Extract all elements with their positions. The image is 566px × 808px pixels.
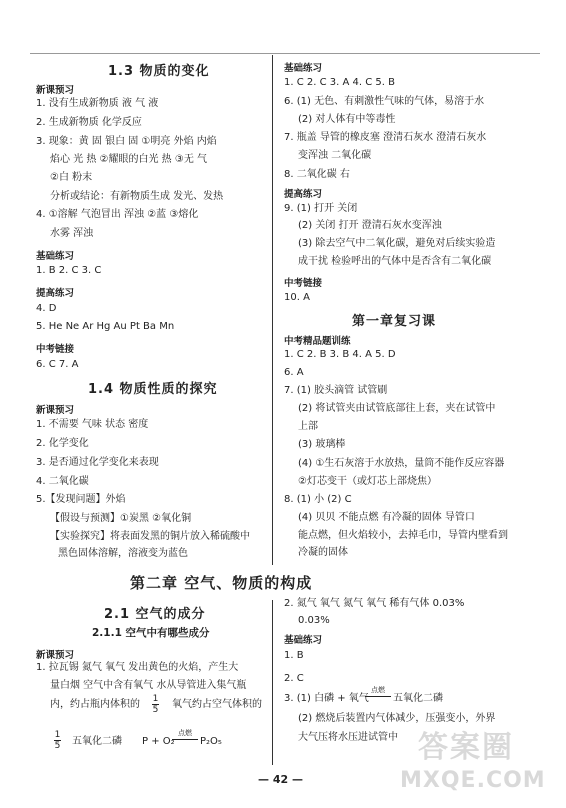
answer-line: 3. 是否通过化学变化来表现 (36, 457, 159, 468)
section-title-2-1: 2.1 空气的成分 (104, 607, 206, 622)
reaction-arrow: 点燃 (365, 685, 391, 697)
group-label: 基础练习 (36, 251, 75, 262)
answer-line: (2) 燃烧后装置内气体减少，压强变小，外界 (298, 713, 496, 724)
section-title-1-4: 1.4 物质性质的探究 (88, 382, 218, 397)
answer-line: 分析或结论：有新物质生成 发光、发热 (50, 191, 224, 202)
answer-line: (2) 关闭 打开 澄清石灰水变浑浊 (298, 220, 442, 231)
chapter-title: 第二章 空气、物质的构成 (130, 574, 313, 592)
group-label: 中考链接 (36, 344, 75, 355)
group-label: 提高练习 (284, 189, 323, 200)
section-title-chapter1-review: 第一章复习课 (352, 314, 437, 329)
answer-line: 成干扰 检验呼出的气体中是否含有二氧化碳 (298, 256, 492, 267)
answer-line: 9. (1) 打开 关闭 (284, 203, 358, 214)
answer-line: 6. (1) 无色、有刺激性气味的气体，易溶于水 (284, 96, 485, 107)
fraction-one-fifth: 1 5 (54, 730, 61, 751)
group-label: 新课预习 (36, 650, 75, 661)
watermark-logo: 答案圈 (418, 730, 514, 765)
column-divider-bottom (272, 600, 273, 765)
answer-line: 【假设与预测】①炭黑 ②氧化铜 (50, 513, 192, 524)
fraction-one-fifth: 1 5 (152, 694, 159, 715)
answer-line: (2) 将试管夹由试管底部往上套，夹在试管中 (298, 403, 496, 414)
answer-line: 4. 二氧化碳 (36, 476, 89, 487)
answer-line: 7. (1) 胶头滴管 试管刷 (284, 385, 388, 396)
group-label: 中考精品题训练 (284, 336, 351, 347)
answer-line: 五氧化二磷 (72, 736, 122, 747)
answer-line: 10. A (284, 292, 310, 303)
answer-line: 氧气约占空气体积的 (172, 699, 262, 710)
answer-line: 内，约占瓶内体积的 (50, 699, 140, 710)
page-number: — 42 — (258, 773, 303, 786)
answer-line: 1. B (284, 650, 304, 661)
answer-line: 【实验探究】将表面发黑的铜片放入稀硫酸中 (50, 531, 250, 542)
answer-line: 2. C (284, 673, 304, 684)
answer-line: ②灯芯变干（或灯芯上部烧焦） (298, 476, 437, 487)
answer-line: 7. 瓶盖 导管的橡皮塞 澄清石灰水 澄清石灰水 (284, 132, 487, 143)
answer-line: 6. C 7. A (36, 359, 79, 370)
answer-line: (4) 贝贝 不能点燃 有冷凝的固体 导管口 (298, 512, 475, 523)
answer-line: 1. C 2. B 3. B 4. A 5. D (284, 349, 396, 360)
column-divider-top (272, 55, 273, 565)
answer-line: 能点燃，但火焰较小，去掉毛巾，导管内壁看到 (298, 530, 508, 541)
answer-line: 4. D (36, 303, 57, 314)
answer-line: 上部 (298, 421, 318, 432)
group-label: 基础练习 (284, 635, 323, 646)
answer-line: 5. He Ne Ar Hg Au Pt Ba Mn (36, 321, 175, 332)
group-label: 新课预习 (36, 405, 75, 416)
answer-line: (3) 玻璃棒 (298, 439, 346, 450)
answer-line: 0.03% (298, 615, 330, 626)
top-rule (30, 53, 540, 54)
answer-line: 黑色固体溶解，溶液变为蓝色 (58, 548, 188, 559)
answer-line: 2. 化学变化 (36, 438, 89, 449)
answer-line: 水雾 浑浊 (50, 228, 94, 239)
answer-line: 变浑浊 二氧化碳 (298, 150, 372, 161)
answer-line: 五氧化二磷 (393, 693, 443, 704)
equation-reactants: P + O₂ (142, 736, 175, 747)
group-label: 基础练习 (284, 63, 323, 74)
answer-line: 4. ①溶解 气泡冒出 浑浊 ②蓝 ③熔化 (36, 209, 199, 220)
answer-line: 3. 现象：黄 固 银白 固 ①明亮 外焰 内焰 (36, 136, 217, 147)
subsection-title: 2.1.1 空气中有哪些成分 (92, 627, 210, 639)
answer-line: 大气压将水压进试管中 (298, 732, 398, 743)
answer-line: (3) 除去空气中二氧化碳，避免对后续实验造 (298, 238, 496, 249)
answer-line: 1. 不需要 气味 状态 密度 (36, 419, 149, 430)
answer-line: 1. 没有生成新物质 液 气 液 (36, 98, 159, 109)
answer-line: 6. A (284, 367, 304, 378)
answer-line: (4) ①生石灰溶于水放热，量筒不能作反应容器 (298, 458, 505, 469)
answer-line: 1. B 2. C 3. C (36, 265, 102, 276)
group-label: 提高练习 (36, 288, 75, 299)
group-label: 中考链接 (284, 278, 323, 289)
answer-line: 冷凝的固体 (298, 547, 348, 558)
equation-products: P₂O₅ (200, 736, 222, 747)
answer-line: 量白烟 空气中含有氧气 水从导管进入集气瓶 (50, 680, 247, 691)
answer-line: 2. 生成新物质 化学反应 (36, 117, 142, 128)
answer-line: 3. (1) 白磷 + 氧气 (284, 693, 369, 704)
answer-line: 5.【发现问题】外焰 (36, 494, 126, 505)
answer-line: ②白 粉末 (50, 172, 93, 183)
answer-line: 2. 氮气 氧气 氮气 氧气 稀有气体 0.03% (284, 598, 465, 609)
answer-line: 1. C 2. C 3. A 4. C 5. B (284, 77, 395, 88)
reaction-arrow: 点燃 (172, 728, 198, 740)
group-label: 新课预习 (36, 85, 75, 96)
answer-line: 焰心 光 热 ②耀眼的白光 热 ③无 气 (50, 154, 208, 165)
answer-line: 8. (1) 小 (2) C (284, 494, 352, 505)
answer-line: 1. 拉瓦锡 氮气 氧气 发出黄色的火焰，产生大 (36, 662, 239, 673)
answer-line: (2) 对人体有中等毒性 (298, 114, 396, 125)
watermark-url: MXQE.COM (400, 768, 546, 793)
section-title-1-3: 1.3 物质的变化 (108, 64, 210, 79)
answer-line: 8. 二氧化碳 右 (284, 169, 350, 180)
